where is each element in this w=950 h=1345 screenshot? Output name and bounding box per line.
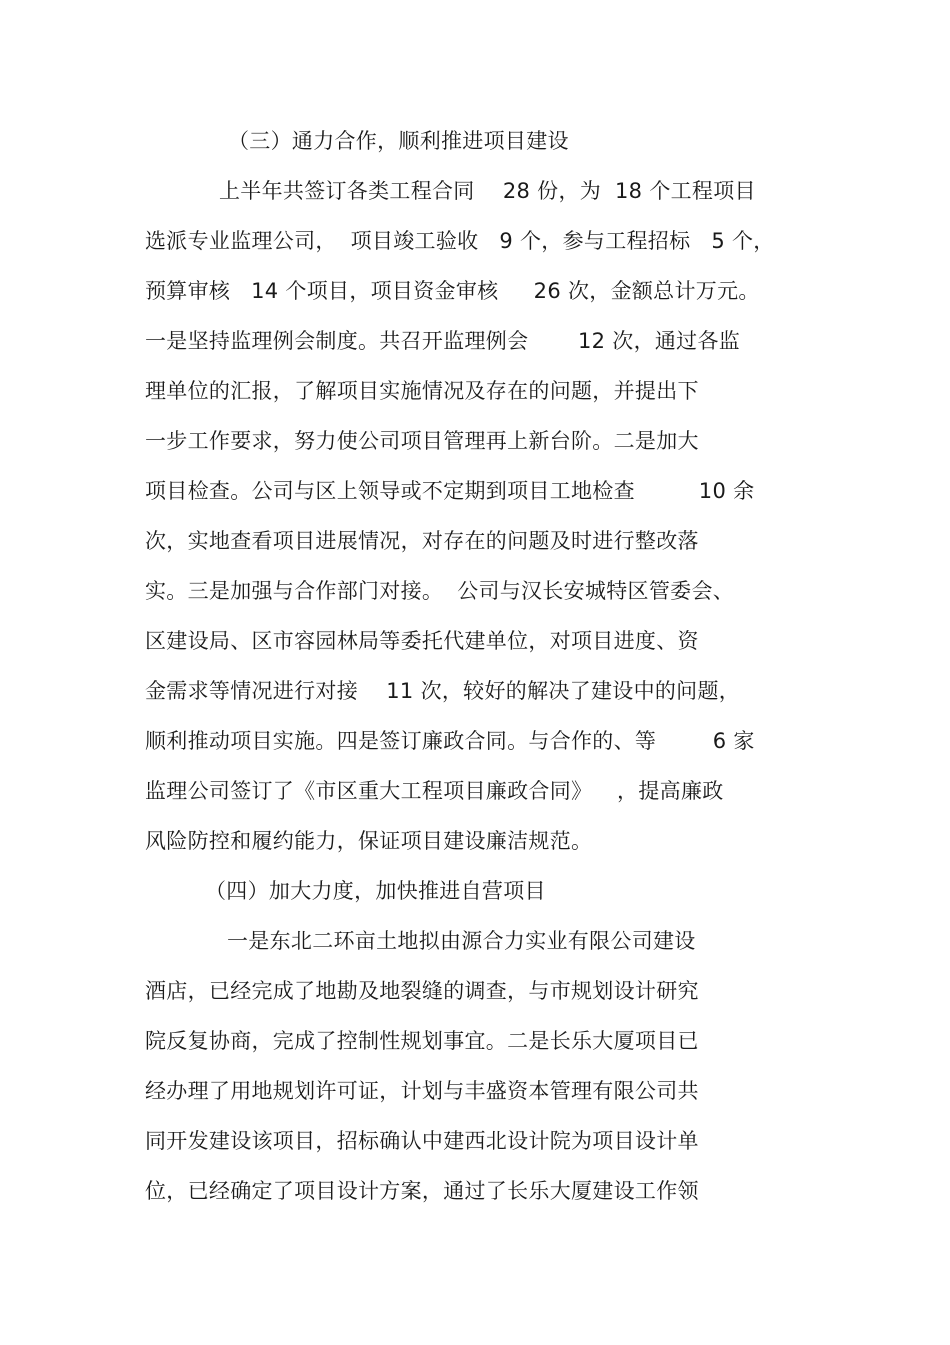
- paragraph-line: 院反复协商，完成了控制性规划事宜。二是长乐大厦项目已: [145, 1029, 699, 1053]
- paragraph-line: 次，实地查看项目进展情况，对存在的问题及时进行整改落: [145, 529, 699, 553]
- paragraph-line: 一是东北二环亩土地拟由源合力实业有限公司建设: [227, 929, 696, 953]
- paragraph-line: 位，已经确定了项目设计方案，通过了长乐大厦建设工作领: [145, 1179, 699, 1203]
- paragraph-line: 一步工作要求，努力使公司项目管理再上新台阶。二是加大: [145, 429, 699, 453]
- section-heading-3: （三）通力合作，顺利推进项目建设: [228, 129, 569, 153]
- paragraph-line: 预算审核 14 个项目，项目资金审核 26 次，金额总计万元。: [145, 279, 760, 303]
- paragraph-line: 酒店，已经完成了地勘及地裂缝的调查，与市规划设计研究: [145, 979, 699, 1003]
- paragraph-line: 风险防控和履约能力，保证项目建设廉洁规范。: [145, 829, 593, 853]
- paragraph-line: 上半年共签订各类工程合同 28 份，为 18 个工程项目: [219, 179, 756, 203]
- paragraph-line: 理单位的汇报，了解项目实施情况及存在的问题，并提出下: [145, 379, 699, 403]
- paragraph-line: 顺利推动项目实施。四是签订廉政合同。与合作的、等 6 家: [145, 729, 755, 753]
- paragraph-line: 同开发建设该项目，招标确认中建西北设计院为项目设计单: [145, 1129, 699, 1153]
- paragraph-line: 区建设局、区市容园林局等委托代建单位，对项目进度、资: [145, 629, 699, 653]
- paragraph-line: 一是坚持监理例会制度。共召开监理例会 12 次，通过各监: [145, 329, 741, 353]
- paragraph-line: 监理公司签订了《市区重大工程项目廉政合同》 ，提高廉政: [145, 779, 724, 803]
- paragraph-line: 金需求等情况进行对接 11 次，较好的解决了建设中的问题，: [145, 679, 741, 703]
- paragraph-line: 经办理了用地规划许可证，计划与丰盛资本管理有限公司共: [145, 1079, 699, 1103]
- paragraph-line: 选派专业监理公司， 项目竣工验收 9 个，参与工程招标 5 个，: [145, 229, 775, 253]
- paragraph-line: 实。三是加强与合作部门对接。 公司与汉长安城特区管委会、: [145, 579, 735, 603]
- section-heading-4: （四）加大力度，加快推进自营项目: [205, 879, 546, 903]
- paragraph-line: 项目检查。公司与区上领导或不定期到项目工地检查 10 余: [145, 479, 755, 503]
